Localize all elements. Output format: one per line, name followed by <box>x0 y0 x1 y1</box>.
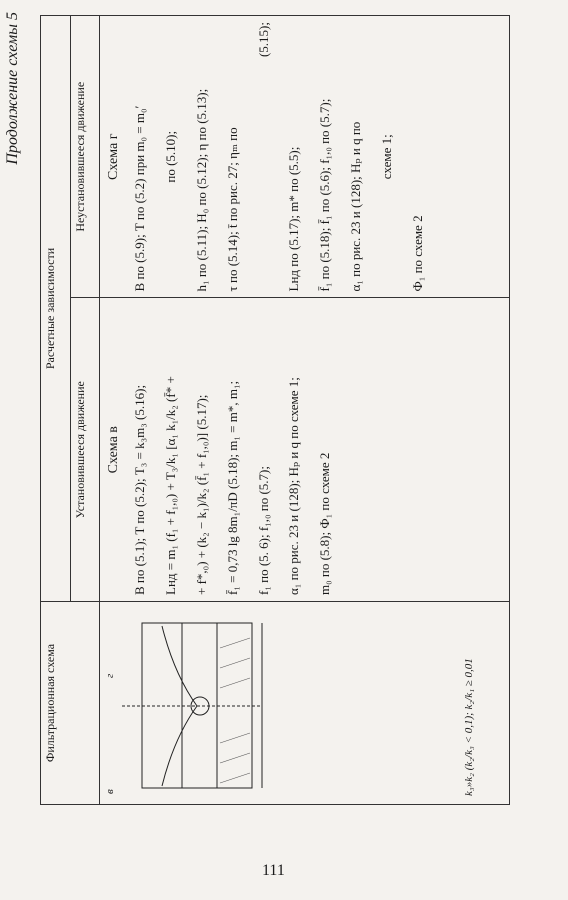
steady-line: B по (5.1); T по (5.2); T₃ = k₃m₃ (5.16); <box>132 384 147 595</box>
unsteady-line: τ по (5.14); t̄ по рис. 27; ηₘ по <box>224 127 240 292</box>
diagram-label-v: в <box>104 789 116 794</box>
steady-line: Lнд = m₁ (f₁ + f₁,₀) + T₃/k₁ [α₁ k₁/k₂ (f̄* + <box>162 376 178 595</box>
filtration-diagram <box>102 618 277 798</box>
scheme-table <box>40 15 510 805</box>
page-number: 111 <box>262 862 285 879</box>
diagram-cell <box>100 602 510 805</box>
steady-line: m₀ по (5.8); Ф₁ по схеме 2 <box>317 452 333 595</box>
unsteady-line: α₁ по рис. 23 и (128); Hₚ и q по <box>348 121 364 292</box>
unsteady-line: по (5.10); <box>162 130 178 183</box>
unsteady-line: f̄₁ по (5.18); f̄₁ по (5.6); f₁,₀ по (5.7); <box>317 98 333 292</box>
unsteady-line: Ф₁ по схеме 2 <box>410 215 426 292</box>
header-title: Продолжение схемы 5 <box>4 12 21 165</box>
steady-line: α₁ по рис. 23 и (128); Hₚ и q по схеме 1; <box>286 377 302 595</box>
unsteady-title: Схема г <box>106 133 121 180</box>
steady-cell <box>100 298 510 602</box>
diagram-drawing <box>102 618 277 798</box>
steady-title: Схема в <box>106 426 121 474</box>
filtration-header: Фильтрационная схема <box>41 602 100 805</box>
diagram-label-g: г <box>104 673 116 678</box>
unsteady-header: Неустановившееся движение <box>70 16 100 298</box>
steady-header: Установившееся движение <box>70 298 100 602</box>
unsteady-line: Lнд по (5.17); m* по (5.5); <box>286 146 302 292</box>
unsteady-cell <box>100 16 510 298</box>
unsteady-line: h₁ по (5.11); H₀ по (5.12); η по (5.13); <box>193 88 209 292</box>
steady-line: f₁ по (5. 6); f₁,₀ по (5.7); <box>255 466 271 595</box>
calculated-header: Расчетные зависимости <box>41 16 71 602</box>
steady-line: f̄₁ = 0,73 lg 8m₁/πD (5.18); m₁ = m*, m₁; <box>224 380 240 595</box>
unsteady-line: схеме 1; <box>379 134 395 180</box>
unsteady-line: B по (5.9); T по (5.2) при m₀ = m₀′ <box>132 105 147 292</box>
unsteady-line: (5.15); <box>255 22 271 58</box>
diagram-condition: k₃»k₂ (k₂/k₃ < 0,1); k₂/k₁ ≥ 0,01 <box>463 658 475 796</box>
steady-line: + f*,₀) + (k₂ − k₁)/k₂ (f̄₁ + f₁,₀)] (5.17); <box>193 394 209 595</box>
